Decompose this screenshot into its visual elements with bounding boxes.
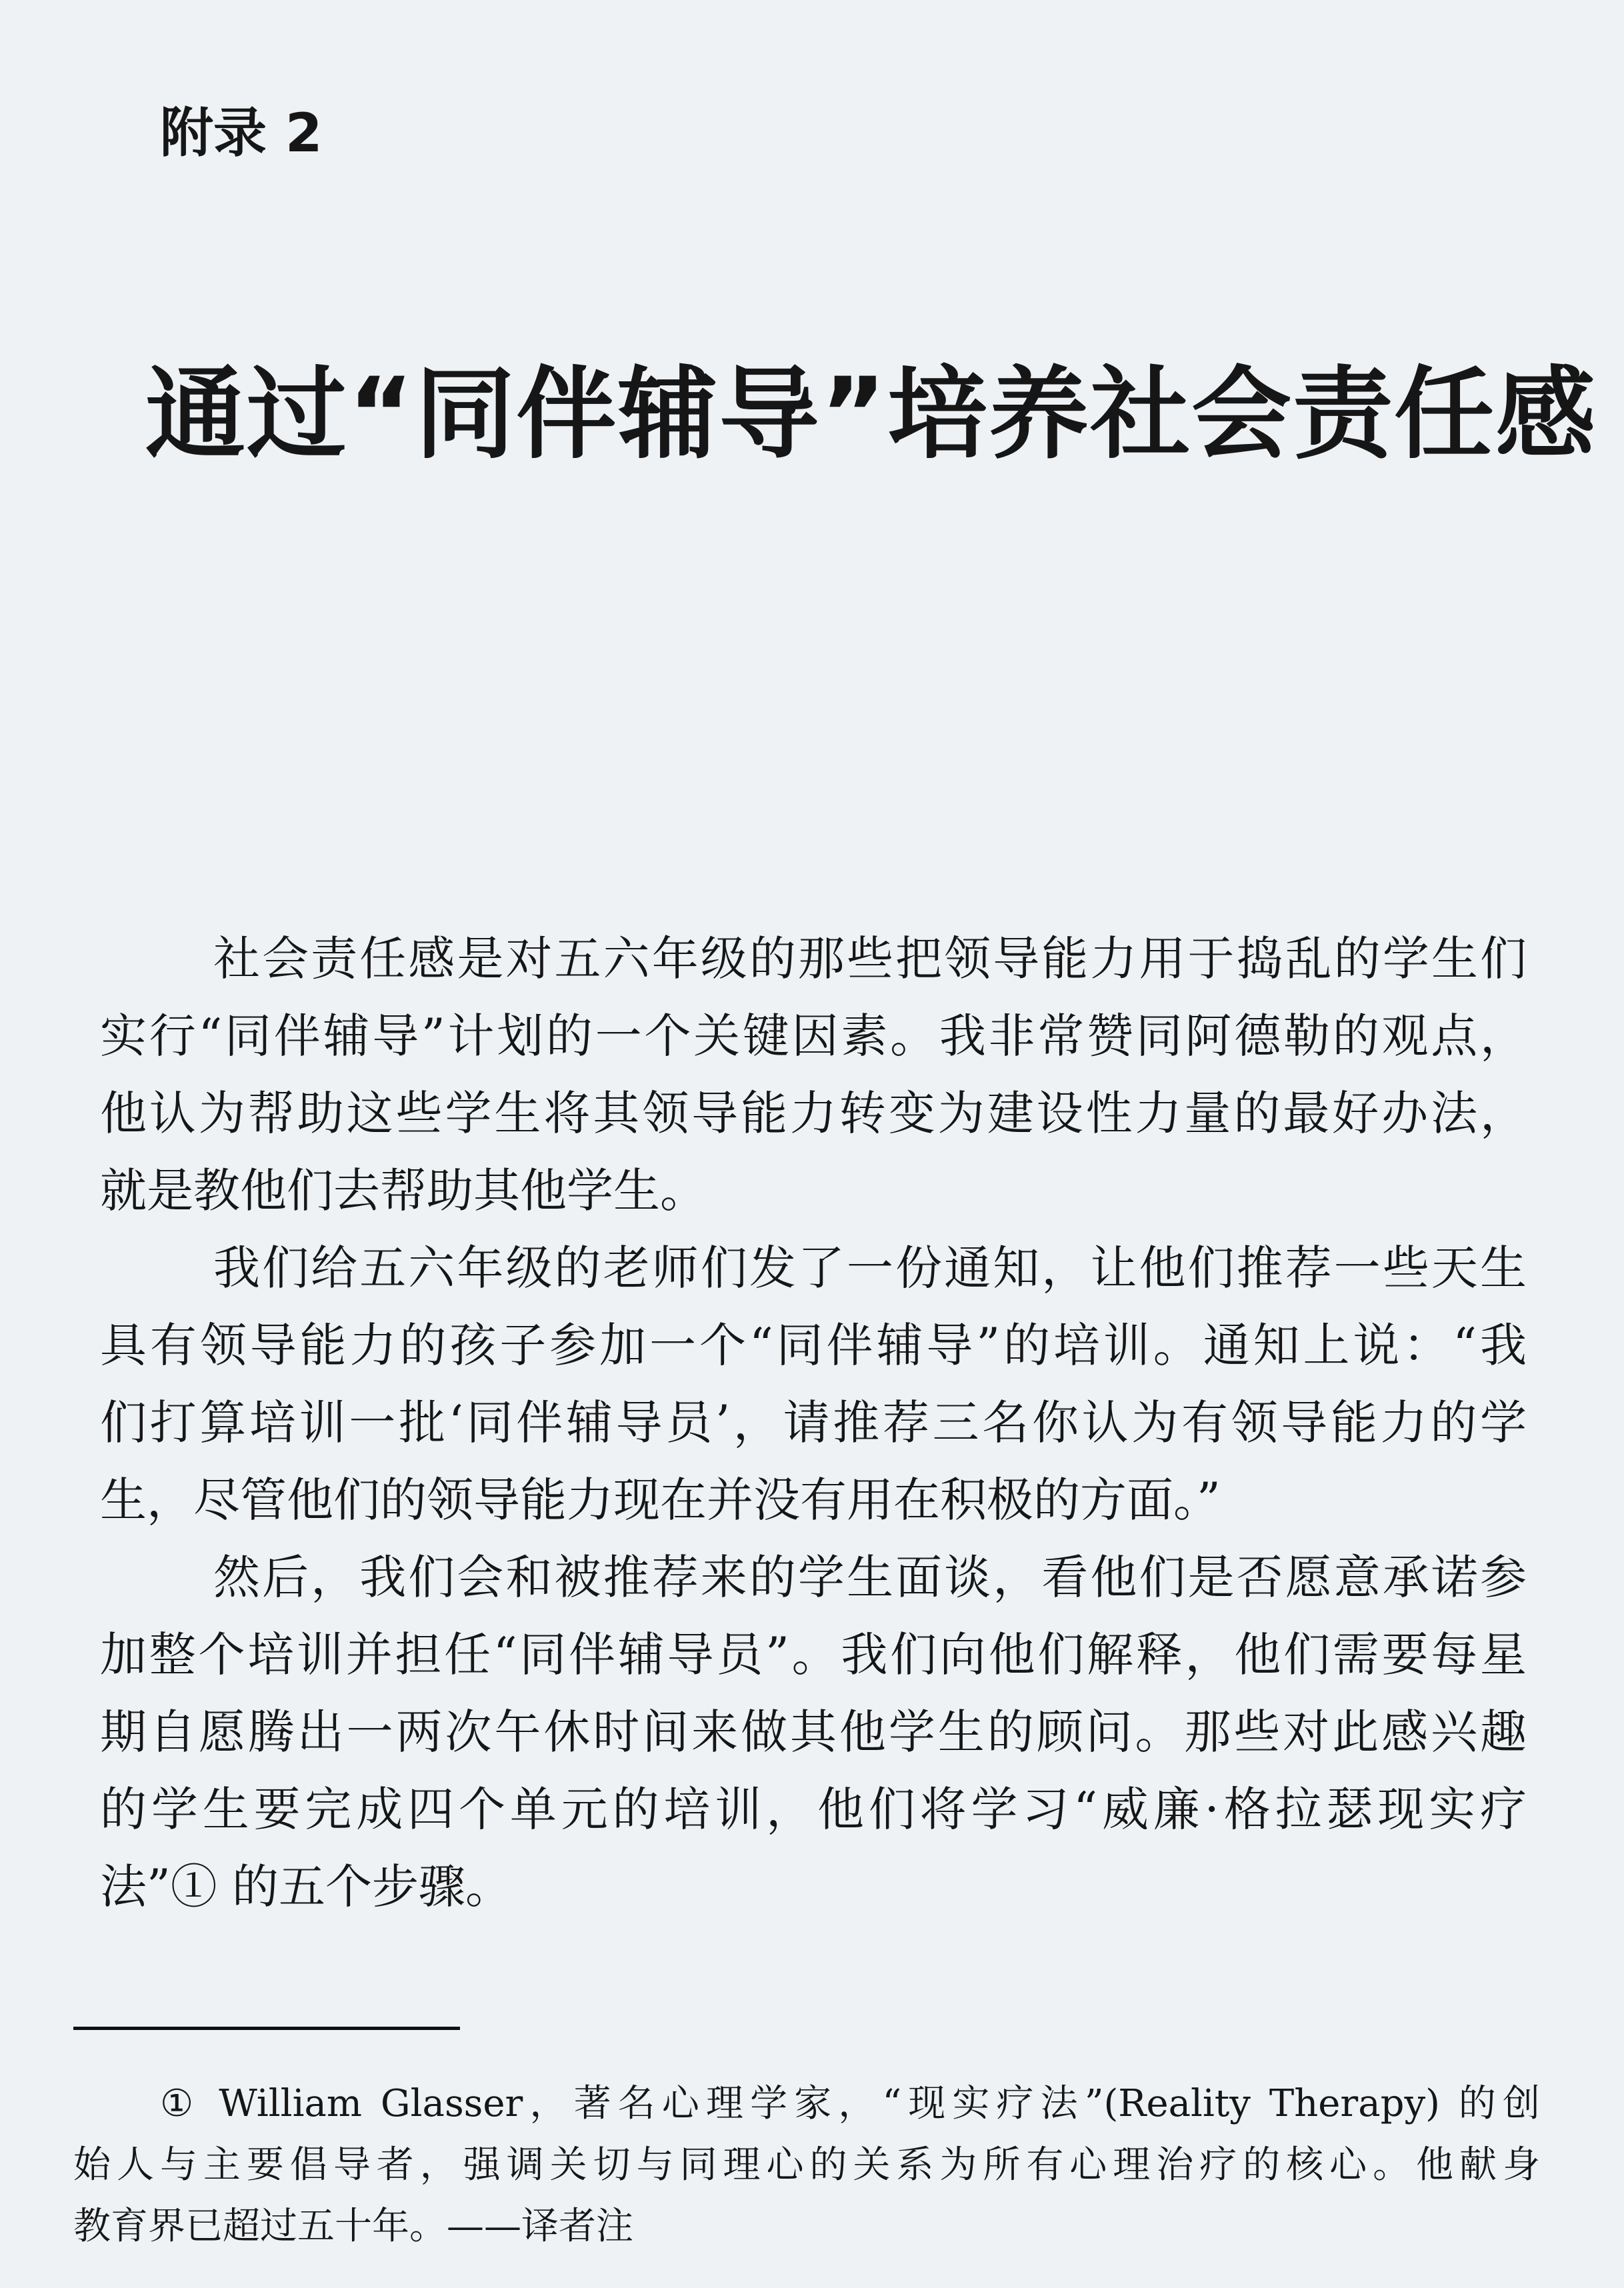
text-line: 然后，我们会和被推荐来的学生面谈，看他们是否愿意承诺参 <box>213 1550 1527 1605</box>
text-line: 社会责任感是对五六年级的那些把领导能力用于捣乱的学生们 <box>213 931 1527 986</box>
text-line: 他认为帮助这些学生将其领导能力转变为建设性力量的最好办法， <box>100 1086 1527 1141</box>
text-line: 实行“同伴辅导”计划的一个关键因素。我非常赞同阿德勒的观点， <box>100 1009 1527 1063</box>
text-line: 我们给五六年级的老师们发了一份通知，让他们推荐一些天生 <box>213 1241 1527 1295</box>
footnote-line: 始人与主要倡导者，强调关切与同理心的关系为所有心理治疗的核心。他献身 <box>73 2143 1540 2187</box>
text-line: 就是教他们去帮助其他学生。 <box>100 1163 707 1218</box>
footnote-divider <box>73 2027 460 2030</box>
text-line: 法”① 的五个步骤。 <box>100 1859 513 1914</box>
text-line: 具有领导能力的孩子参加一个“同伴辅导”的培训。通知上说：“我 <box>100 1318 1527 1373</box>
text-line: 加整个培训并担任“同伴辅导员”。我们向他们解释，他们需要每星 <box>100 1627 1527 1682</box>
paragraph <box>100 920 1527 1229</box>
chapter-title: 通过“同伴辅导”培养社会责任感 <box>145 357 1597 473</box>
footnote-line: ① William Glasser，著名心理学家，“现实疗法”(Reality Therapy) 的创 <box>160 2082 1540 2125</box>
text-line: 期自愿腾出一两次午休时间来做其他学生的顾问。那些对此感兴趣 <box>100 1705 1527 1759</box>
text-line: 们打算培训一批‘同伴辅导员’，请推荐三名你认为有领导能力的学 <box>100 1395 1527 1450</box>
body-text <box>100 920 1527 1925</box>
footnote-line: 教育界已超过五十年。——译者注 <box>73 2205 633 2248</box>
text-line: 的学生要完成四个单元的培训，他们将学习“威廉·格拉瑟现实疗 <box>100 1782 1527 1837</box>
footnote <box>73 2073 1540 2257</box>
appendix-label: 附录 2 <box>160 102 323 164</box>
paragraph <box>100 1539 1527 1925</box>
text-line: 生，尽管他们的领导能力现在并没有用在积极的方面。” <box>100 1473 1221 1527</box>
paragraph <box>100 1229 1527 1539</box>
